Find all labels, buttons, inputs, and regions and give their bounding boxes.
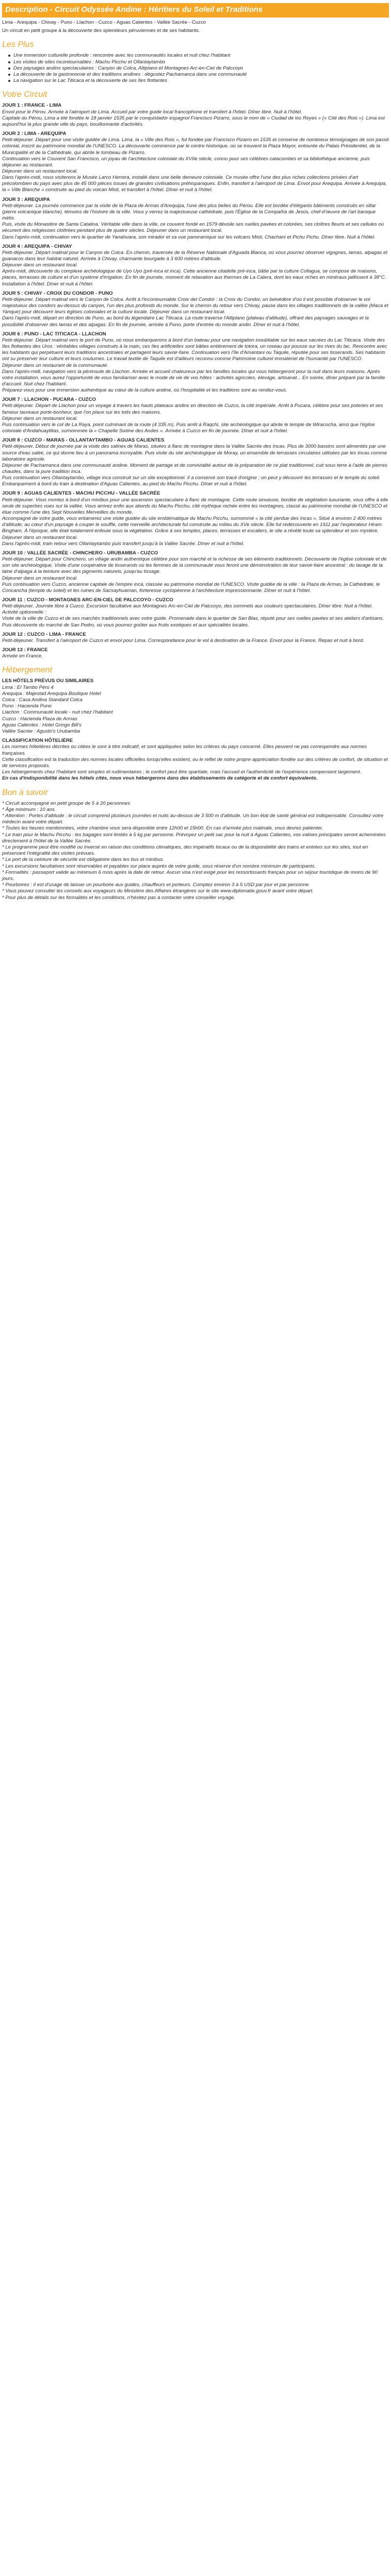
highlight-text: La découverte de la gastronomie et des traditions andines : dégustez Pachamanca dans une communauté (13, 72, 247, 78)
itinerary-text: Déjeuner dans un restaurant de la communauté. (2, 362, 108, 368)
itinerary-text: Déjeuner dans un restaurant local. (2, 262, 78, 268)
info-body (2, 801, 389, 901)
itinerary-text: Petit-déjeuner. Départ matinal vers le Canyon de Colca. Arrêt à l'incontournable Croix del Condor : la Croix du Condor, un belvédère d'où il est possible d'observer le vol majestueux des condors au-dessus du canyon, l'un des plus profonds du monde. Sur le chemin du retour vers Chivay, pause dans les villages traditionnels de la vallée (Maca et Yanque) pour découvrir leurs églises coloniales et la culture locale. Déjeuner dans un restaurant local. (2, 296, 388, 315)
itinerary-text: Dans l'après-midi, nous visiterons le Musée Larco Herrera, installé dans une belle demeure coloniale. Ce musée offre l'une des plus riches collections privées d'art précolombien du pays avec plus de 45 000 pièces issues de grandes civilisations préhispaniques. Enfin, transfert à l'aéroport de Lima. Envol pour Arequipa. Arrivée à Arequipa, la « Ville Blanche » construite au pied du volcan Misti, et transfert à l'hôtel. Dîner et nuit à l'hôtel. (2, 175, 387, 193)
itinerary-text: Dans l'après-midi, continuation vers le quartier de Yanahuara, son mirador et sa vue panoramique sur les volcans Misti, Chachani et Pichu Pichu. Dîner libre. Nuit à l'hôtel. (2, 234, 376, 240)
itinerary-text: Installation à l'hôtel. Dîner et nuit à l'hôtel. (2, 281, 93, 287)
hotels-body (2, 678, 389, 782)
day-heading: JOUR 8 : CUZCO - MARAS - OLLANTAYTAMBO - AGUAS CALIENTES (2, 437, 165, 444)
highlight-text: Une immersion culturelle profonde : rencontre avec les communautés locales et nuit chez l'habitant (13, 53, 231, 59)
day-heading: JOUR 12 : CUZCO - LIMA - FRANCE (2, 631, 86, 637)
itinerary-text: Arrivée en France. (2, 653, 43, 659)
itinerary-text: Petit-déjeuner. Journée libre à Cuzco. Excursion facultative aux Montagnes Arc-en-Ciel de Palccoyo, des sommets aux couleurs spectaculaires. Dîner libre. Nuit à l'hôtel. (2, 603, 373, 609)
itinerary-text: Déjeuner de Pachamanca dans une communauté andine. Moment de partage et de convivialité autour de la préparation de ce plat traditionnel, cuit sous terre à l'aide de pierres chaudes, dans la pure tradition inca. (2, 462, 387, 475)
highlights-list (2, 53, 389, 84)
hotels-text: Cette classification est la traduction des normes locales officielles lorsqu'elles existent, ou le reflet de notre propre appréciation fondée sur des critères de confort, de situation et de services proposés. (2, 756, 388, 769)
itinerary-text: Accompagné de votre guide, vous entamerez une visite guidée du site emblématique du Machu Picchu, surnommé « la cité perdue des Incas ». Situé à environ 2 400 mètres d'altitude, au cœur d'un paysage à couper le souffle, cette merveille architecturale fut construite au milieu du XVe siècle. Elle fut redécouverte en 1911 par l'explorateur Hiram Bingham. À l'époque, elle était totalement enfouie sous la végétation. Grâce à ses temples, places, terrasses et escaliers, le site a révélé toute sa splendeur et son mystère. (2, 516, 382, 534)
info-line: * Le programme peut être modifié ou inversé en raison des conditions climatiques, des impératifs locaux ou de la disponibilité des trains et entrées sur les sites, tout en préservant l'intégralité des visites prévues. (2, 844, 368, 857)
info-line: * Les excursions facultatives sont réservables et payables sur place auprès de votre guide, sous réserve d'un nombre minimum de participants. (2, 863, 316, 869)
itinerary-text: Petit-déjeuner. Départ matinal pour le Canyon de Colca. En chemin, traversée de la Réserve Nationale d'Aguada Blanca, où vous pourrez observer vigognes, lamas, alpagas et guanacos dans leur habitat naturel. Arrivée à Chivay, charmante bourgade à 3 600 mètres d'altitude. (2, 249, 388, 262)
hotels-text: En cas d'indisponibilité dans les hôtels cités, nous vous hébergerons dans des établissements de catégorie et de confort équivalents. (2, 775, 318, 782)
info-line: * Pourboires : il est d'usage de laisser un pourboire aux guides, chauffeurs et porteurs. Comptez environ 3 à 5 USD par jour et par personne. (2, 882, 310, 888)
highlight-text: Les visites de sites incontournables : Machu Picchu et Ollantaytambo (13, 59, 166, 65)
hotels-text: Colca : Casa Andina Standard Colca (2, 697, 83, 703)
itinerary-text: Petit-déjeuner. Début de journée par la visite des salines de Maras, situées à flanc de montagne dans la Vallée Sacrée des Incas. Plus de 3000 bassins sont alimentés par une source d'eau salée, ce qui donne lieu à un panorama incroyable. Puis visite du site archéologique de Moray, un ensemble de terrasses circulaires utilisées par les Incas comme laboratoire agricole. (2, 444, 387, 462)
itinerary-text: Petit-déjeuner. Départ matinal vers le port de Puno, où nous embarquerons à bord d'un bateau pour une navigation inoubliable sur les eaux sacrées du Lac Titicaca. Visite des îles flottantes des Uros : véritables villages construits à la main, ces îles artificielles sont bâties entièrement de totora, un roseau qui pousse sur les rives du lac. Rencontre avec les habitants qui perpétuent leurs traditions ancestrales et partagent leurs savoir-faire. Continuation vers l'île d'Amantani ou Taquile, réputée pour ses tisserands. Ses habitants ont su préserver leur culture et leurs coutumes. Le travail textile de Taquile est d'ailleurs reconnu comme Patrimoine culturel immatériel de l'humanité par l'UNESCO. (2, 337, 387, 362)
itinerary-text: Petit-déjeuner. Départ pour une visite guidée de Lima. Lima, la « Ville des Rois », fut fondée par Francisco Pizarro en 1535 et conserve de nombreux témoignages de son passé colonial, inscrit au patrimoine mondial de l'UNESCO. La découverte commence par le centre historique, où se trouvent la Plaza Mayor, entourée du Palais Présidentiel, de la Municipalité et de la Cathédrale, qui abrite le tombeau de Pizarro. (2, 137, 389, 156)
day-heading: JOUR 7 : LLACHON - PUCARA - CUZCO (2, 397, 96, 403)
info-line: * Toutes les heures mentionnées, votre chambre vous sera disponible entre 12h00 et 15h00. En cas d'arrivée plus matinale, vous devrez patienter. (2, 825, 323, 832)
info-line: * Vous pouvez consulter les conseils aux voyageurs du Ministère des Affaires étrangères sur le site www.diplomatie.gouv.fr avant votre départ. (2, 888, 314, 894)
itinerary-text: Petit-déjeuner. Départ pour Chinchero, un village andin authentique célèbre pour son marché et la richesse de ses éléments traditionnels. Découverte de l'église coloniale et de son site archéologique. Visite d'une coopérative de tisserands où les femmes de la communauté vous feront une démonstration de leur savoir-faire ancestral : du lavage de la laine d'alpaga à la teinture avec des pigments naturels, jusqu'au tissage. (2, 556, 387, 575)
section-heading-info: Bon à savoir (2, 788, 48, 797)
itinerary-text: Déjeuner dans un restaurant local. (2, 534, 78, 540)
bullet-icon (8, 74, 10, 76)
highlight-item (8, 78, 389, 84)
hotels-text: Puno : Hacienda Puno (2, 703, 52, 709)
itinerary-text: Déjeuner dans un restaurant local. (2, 415, 78, 421)
page-title: Description - Circuit Odyssée Andine : Héritiers du Soleil et Traditions (5, 5, 263, 14)
hotels-text: Les normes hôtelières décrites ou citées le sont à titre indicatif, et sont appliquées selon les critères du pays concerné. Elles peuvent ne pas correspondre aux normes françaises. (2, 744, 367, 756)
itinerary-text: Activité optionnelle : (2, 609, 46, 616)
day-heading: JOUR 5 : CHIVAY - CROIX DU CONDOR - PUNO (2, 290, 113, 296)
hotels-text: Aguas Calientes : Hotel Gringo Bill's (2, 722, 82, 728)
itinerary-text: Petit-déjeuner. Transfert à l'aéroport de Cuzco et envol pour Lima. Correspondance pour le vol à destination de la France. Envol pour la France. Repas et nuit à bord. (2, 637, 365, 643)
day-heading: JOUR 13 : FRANCE (2, 647, 48, 653)
itinerary-text: Après-midi, découverte du complexe archéologique de Uyo Uyo (pré-inca et inca). Cette ancienne citadelle pré-inca, bâtie par la culture Collagua, se compose de maisons, places, terrasses de culture et d'un système d'irrigation. En fin de journée, moment de relaxation aux thermes de La Calera, dont les eaux riches en minéraux jaillissent à 38°C. (2, 268, 386, 281)
info-line: * Le train pour le Machu Picchu : les bagages sont limités à 5 kg par personne. Prévoyez un petit sac pour la nuit à Aguas Calientes, vos valises principales seront acheminées directement à l'hôtel de la Vallée Sacrée. (2, 832, 386, 844)
hotels-text: Llachon : Communauté locale - nuit chez l'habitant (2, 709, 113, 716)
section-heading-hotels: Hébergement (2, 666, 52, 675)
day-heading: JOUR 1 : FRANCE - LIMA (2, 103, 62, 109)
hotels-text: Lima : El Tambo Pérú 4 (2, 684, 54, 690)
day-heading: JOUR 4 : AREQUIPA - CHIVAY (2, 243, 72, 249)
section-heading-plus: Les Plus (2, 40, 34, 49)
highlight-item (8, 72, 389, 78)
itinerary-text: Petit-déjeuner. Départ de Llachon pour un voyage à travers les hauts plateaux andins en direction de Cuzco, la cité impériale. Arrêt à Pucara, célèbre pour ses poteries et ses fameux taureaux porte-bonheur, que l'on place sur les toits des maisons. (2, 403, 383, 415)
itinerary-text: Visite de la ville de Cuzco et de ses marchés traditionnels avec votre guide. Promenade dans le quartier de San Blas, réputé pour ses ruelles pavées et ses ateliers d'artisans. Puis découverte du marché de San Pedro, où vous pourrez goûter aux fruits exotiques et aux spécialités locales. (2, 616, 384, 628)
section-heading-itinerary: Votre Circuit (2, 90, 47, 99)
itinerary-text: Petit-déjeuner. La journée commence par la visite de la Plaza de Armas d'Arequipa, l'une des plus belles du Pérou. Elle est bordée d'élégants bâtiments construits en sillar (pierre volcanique blanche), témoins de l'histoire de la ville. Vous y verrez la majestueuse cathédrale, puis l'Église de la Compañía de Jesús, chef-d'œuvre de l'art baroque métis. (2, 202, 376, 222)
itinerary-text: Puis continuation vers le col de La Raya, point culminant de la route (4 335 m). Puis arrêt à Raqchi, site archéologique qui abrite le temple de Wiracocha, ainsi que l'église coloniale d'Andahuaylillas, surnommée la « Chapelle Sixtine des Andes ». Arrivée à Cuzco en fin de journée. Dîner et nuit à l'hôtel. (2, 421, 375, 434)
day-heading: JOUR 6 : PUNO - LAC TITICACA - LLACHON (2, 331, 106, 337)
itinerary-text: Continuation vers le Couvent San Francisco, un joyau de l'architecture coloniale du XVIIe siècle, connu pour ses célèbres catacombes et sa bibliothèque ancienne, puis déjeuner au restaurant. (2, 156, 370, 168)
info-line: * Formalités : passeport valide au minimum 6 mois après la date de retour. Aucun visa n'est exigé pour les ressortissants français pour un séjour touristique de moins de 90 jours. (2, 869, 378, 882)
day-heading: JOUR 9 : AGUAS CALIENTES - MACHU PICCHU - VALLÉE SACRÉE (2, 490, 160, 497)
itinerary-text: Dans l'après-midi, navigation vers la péninsule de Llachon. Arrivée et accueil chaleureux par les familles locales qui vous hébergeront pour la nuit dans leurs maisons. Après votre installation, vous aurez l'opportunité de vous familiariser avec le mode de vie de vos hôtes : activités agricoles, élevage, artisanat... En soirée, dîner préparé par la famille d'accueil. Nuit chez l'habitant. (2, 368, 385, 387)
hotels-subheading: LES HÔTELS PRÉVUS OU SIMILAIRES (2, 678, 93, 684)
info-line: * Circuit accompagné en petit groupe de 5 à 20 personnes (2, 800, 130, 806)
route-line: Lima - Arequipa - Chivay - Puno - Llachon - Cuzco - Aguas Calientes - Vallée Sacrée - Cuzco (2, 20, 206, 25)
info-line: * Âge minimum : 10 ans (2, 806, 55, 812)
itinerary-text: Dans l'après-midi, départ en direction de Puno, au bord du légendaire Lac Titicaca. La route traverse l'Altiplano (plateau d'altitude), offrant des paysages sauvages et la possibilité d'observer des lamas et des alpagas. En fin de journée, arrivée à Puno, porte d'entrée du monde andin. Dîner et nuit à l'hôtel. (2, 315, 369, 328)
day-heading: JOUR 3 : AREQUIPA (2, 196, 50, 202)
hotels-text: Les hébergements chez l'habitant sont simples et rudimentaires ; le confort peut être spartiate, mais l'accueil et l'authenticité de l'expérience compensent largement. (2, 769, 362, 775)
bullet-icon (8, 67, 10, 70)
itinerary-text: Capitale du Pérou, Lima a été fondée le 18 janvier 1535 par le conquistador espagnol Francisco Pizarro, sous le nom de « Ciudad de los Reyes » (« Cité des Rois »). Lima est aujourd'hui la plus grande ville du pays, bouillonnante d'activités. (2, 115, 385, 127)
page-content (0, 20, 391, 906)
bullet-icon (8, 61, 10, 63)
highlight-item (8, 59, 389, 65)
day-heading: JOUR 2 : LIMA - AREQUIPA (2, 131, 67, 137)
highlight-text: Des paysages andins spectaculaires : Canyon de Colca, Altiplano et Montagnes Arc-en-Ciel de Palccoyo (13, 65, 243, 71)
itinerary-text: Dans l'après-midi, train retour vers Ollantaytambo puis transfert jusqu'à la Vallée Sacrée. Dîner et nuit à l'hôtel. (2, 540, 245, 547)
itinerary-text: Petit-déjeuner. Vous montez à bord d'un minibus pour une ascension spectaculaire à flanc de montagne. Cette route sinueuse, bordée de végétation luxuriante, vous offre à elle seule de superbes vues sur la vallée. Vous arrivez enfin aux abords du Machu Picchu, cité mythique nichée entre les montagnes, classé au patrimoine mondial de l'UNESCO et élue comme l'une des Sept Nouvelles Merveilles du monde. (2, 497, 388, 515)
itinerary-text: Déjeuner dans un restaurant local. (2, 168, 78, 174)
itinerary-text: Puis continuation vers Cuzco, ancienne capitale de l'empire inca, classée au patrimoine mondial de l'UNESCO. Visite guidée de la ville : la Plaza de Armas, la Cathédrale, le Coricancha (temple du soleil) et les ruines de Sacsayhuaman, forteresse cyclopéenne à l'architecture impressionnante. Dîner et nuit à l'hôtel. (2, 581, 380, 594)
highlight-item (8, 65, 389, 72)
itinerary-text: Préparez-vous pour une immersion authentique au cœur de la culture andine, où l'hospitalité et les traditions sont au rendez-vous. (2, 387, 287, 394)
itinerary-body (2, 103, 389, 659)
itinerary-text: Puis, visite du Monastère de Santa Catalina. Véritable ville dans la ville, ce couvent fondé en 1579 dévoile ses ruelles pavées et colorées, ses cloîtres fleuris et ses cellules où vécurent des religieuses cloîtrées pendant plus de quatre siècles. Déjeuner dans un restaurant local. (2, 222, 384, 234)
info-line: * Pour plus de détails sur les formalités et les conditions, n'hésitez pas à contacter votre conseiller voyage. (2, 894, 235, 901)
itinerary-text: Puis continuation vers Ollantaytambo, village inca construit sur un site exceptionnel. Il a conservé son tracé d'origine ; on peut y découvrir les terrasses et le temple du soleil. Embarquement à bord du train à destination d'Aguas Calientes, au pied du Machu Picchu. Dîner et nuit à l'hôtel. (2, 475, 381, 487)
hotels-text: Vallée Sacrée : Agusto's Urubamba (2, 728, 80, 735)
day-heading: JOUR 10 : VALLÉE SACRÉE - CHINCHERO - URUBAMBA - CUZCO (2, 550, 158, 556)
info-line: * Le port de la ceinture de sécurité est obligatoire dans les bus et minibus. (2, 857, 165, 863)
itinerary-text: Déjeuner dans un restaurant local. (2, 575, 78, 581)
highlight-text: La navigation sur le Lac Titicaca et la découverte de ses îles flottantes (13, 78, 168, 84)
hotels-text: Cuzco : Hacienda Plaza de Armas (2, 716, 77, 722)
bullet-icon (8, 80, 10, 82)
title-banner (2, 3, 389, 18)
day-heading: JOUR 11 : CUZCO - MONTAGNES ARC-EN-CIEL DE PALCCOYO - CUZCO (2, 597, 173, 603)
info-line: * Attention : Portes d'altitude : le circuit comprend plusieurs journées et nuits au-dessus de 3 500 m d'altitude. Un bon état de santé général est indispensable. Consultez votre médecin avant votre départ. (2, 813, 384, 825)
hotels-text: Arequipa : Majestad Arequipa Boutique Hotel (2, 690, 101, 697)
bullet-icon (8, 55, 10, 57)
hotels-subheading: CLASSIFICATION HÔTELIÈRE (2, 738, 73, 744)
itinerary-text: Envol pour le Pérou. Arrivée à l'aéroport de Lima. Accueil par votre guide local francophone et transfert à l'hôtel. Dîner libre. Nuit à l'hôtel. (2, 109, 302, 115)
highlight-item (8, 53, 389, 59)
tagline: Un circuit en petit groupe à la découverte des splendeurs péruviennes et de ses habitants. (2, 28, 200, 34)
